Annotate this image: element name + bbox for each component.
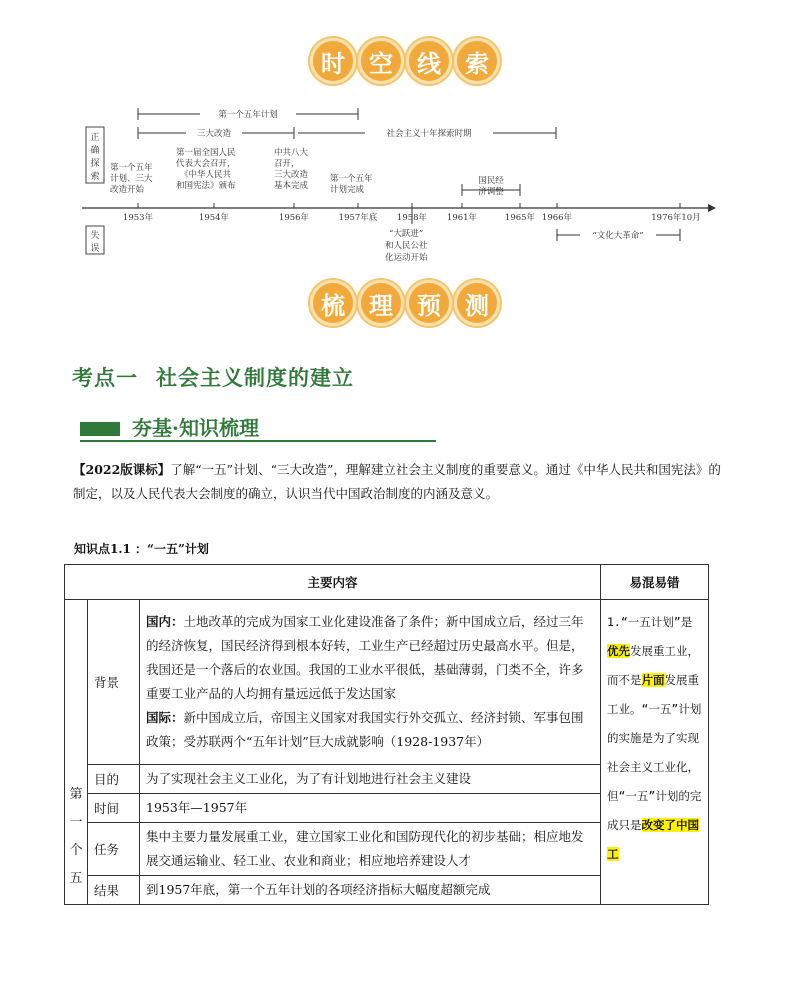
side-label-correct: 索 [90, 172, 100, 182]
period-first-five-year-plan: 第一个五年计划 [218, 110, 278, 120]
banner-char: 理 [358, 280, 404, 326]
event-1956: 中共八大 [274, 148, 309, 158]
side-label-correct: 确 [90, 146, 100, 156]
banner-char: 索 [454, 38, 500, 84]
domestic-text: 土地改革的完成为国家工业化建设准备了条件；新中国成立后，经过三年的经济恢复，国民经济得到根本好转，工业生产已经超过历史最高水平。但是，我国还是一个落后的农业国。我国的工业水平很低，基础薄弱，门类不全，许多重要工业产品的人均拥有量远远低于发达国家 [146, 614, 584, 701]
note-highlight: 片面 [641, 673, 665, 687]
event-1953: 第一个五年 [110, 163, 153, 173]
event-1956: 基本完成 [274, 181, 309, 191]
event-1954: 代表大会召开， [176, 159, 236, 169]
event-1958: 化运动开始 [385, 253, 428, 263]
vertical-char: 五 [69, 871, 83, 886]
event-1954: 《中华人民共 [180, 170, 232, 180]
row-content-task: 集中主要力量发展重工业，建立国家工业化和国防现代化的初步基础；相应地发展交通运输业、轻工业、农业和商业；相应地培养建设人才 [140, 823, 601, 876]
curriculum-tag: 【2022版课标】 [73, 462, 171, 477]
section-title [72, 362, 354, 392]
subheading-text: 夯基·知识梳理 [132, 416, 259, 440]
vertical-label-cell [65, 600, 88, 905]
banner-review-forecast [310, 280, 500, 326]
note-highlight: 改变了中国工 [607, 818, 699, 861]
note-highlight: 优先 [607, 644, 630, 658]
banner-char: 空 [358, 38, 404, 84]
side-label-correct: 探 [90, 159, 100, 169]
year-label: 1966年 [541, 213, 573, 223]
domestic-tag: 国内： [146, 614, 184, 629]
event-1953: 计划、三大 [110, 174, 153, 184]
knowledge-table [64, 564, 709, 905]
row-label-task: 任务 [88, 823, 140, 876]
event-1957: 第一个五年 [330, 174, 373, 184]
side-label-mistake: 误 [90, 244, 100, 254]
vertical-char: 第 [69, 787, 83, 802]
year-label: 1976年10月 [651, 213, 701, 223]
event-1958: 和人民公社 [385, 241, 428, 251]
event-1953: 改造开始 [110, 185, 145, 195]
row-content-time: 1953年—1957年 [140, 794, 601, 823]
banner-char: 测 [454, 280, 500, 326]
event-1958: “大跃进” [389, 229, 424, 239]
section-number: 考点一 [72, 366, 138, 390]
row-label-time: 时间 [88, 794, 140, 823]
note-text: 发展重工业，而不是 [607, 644, 699, 687]
year-label: 1956年 [278, 213, 310, 223]
period-adjustment: 济调整 [478, 187, 504, 197]
subheading [80, 410, 436, 442]
knowledge-point-label: 知识点1.1 ：“一五”计划 [74, 542, 209, 556]
curriculum-intro [73, 458, 723, 506]
timeline-diagram [0, 0, 794, 280]
year-label: 1954年 [198, 213, 230, 223]
year-label: 1958年 [396, 213, 428, 223]
vertical-char: 一 [69, 815, 83, 830]
note-text: 发展重工业。“一五”计划的实施是为了实现社会主义工业化，但“一五”计划的完成只是 [607, 673, 702, 832]
banner-char: 预 [406, 280, 452, 326]
event-1954: 和国宪法》颁布 [176, 181, 236, 191]
easily-confused-note [601, 600, 709, 905]
subheading-underline [80, 440, 436, 442]
year-label: 1957年底 [338, 213, 378, 223]
period-ten-year-exploration: 社会主义十年探索时期 [386, 129, 472, 139]
period-adjustment: 国民经 [478, 176, 504, 186]
curriculum-text: 了解“一五”计划、“三大改造”，理解建立社会主义制度的重要意义。通过《中华人民共和国宪法》的制定，以及人民代表大会制度的确立，认识当代中国政治制度的内涵及意义。 [73, 462, 721, 501]
table-header-main: 主要内容 [65, 565, 601, 600]
row-label-background: 背景 [88, 600, 140, 765]
event-1956: 召开， [274, 159, 300, 169]
banner-char: 线 [406, 38, 452, 84]
row-label-result: 结果 [88, 876, 140, 905]
period-cultural-revolution: “文化大革命” [592, 231, 644, 241]
period-three-transformations: 三大改造 [196, 129, 232, 139]
side-label-mistake: 失 [90, 231, 100, 241]
vertical-char: 个 [69, 843, 83, 858]
year-label: 1961年 [446, 213, 478, 223]
subheading-bar [80, 422, 120, 436]
banner-char: 时 [310, 38, 356, 84]
table-header-note: 易混易错 [601, 565, 709, 600]
international-tag: 国际： [146, 710, 184, 725]
note-text: 1.“一五计划”是 [607, 615, 693, 629]
row-content-background [140, 600, 601, 765]
international-text: 新中国成立后，帝国主义国家对我国实行外交孤立、经济封锁、军事包围政策；受苏联两个“五年计划”巨大成就影响（1928-1937年） [146, 710, 584, 749]
side-label-correct: 正 [90, 133, 100, 143]
banner-char: 梳 [310, 280, 356, 326]
year-label: 1965年 [504, 213, 536, 223]
event-1956: 三大改造 [274, 170, 309, 180]
section-name: 社会主义制度的建立 [156, 366, 354, 390]
row-content-result: 到1957年底，第一个五年计划的各项经济指标大幅度超额完成 [140, 876, 601, 905]
row-label-purpose: 目的 [88, 765, 140, 794]
year-label: 1953年 [122, 213, 154, 223]
event-1954: 第一届全国人民 [176, 148, 236, 158]
event-1957: 计划完成 [330, 185, 365, 195]
row-content-purpose: 为了实现社会主义工业化，为了有计划地进行社会主义建设 [140, 765, 601, 794]
